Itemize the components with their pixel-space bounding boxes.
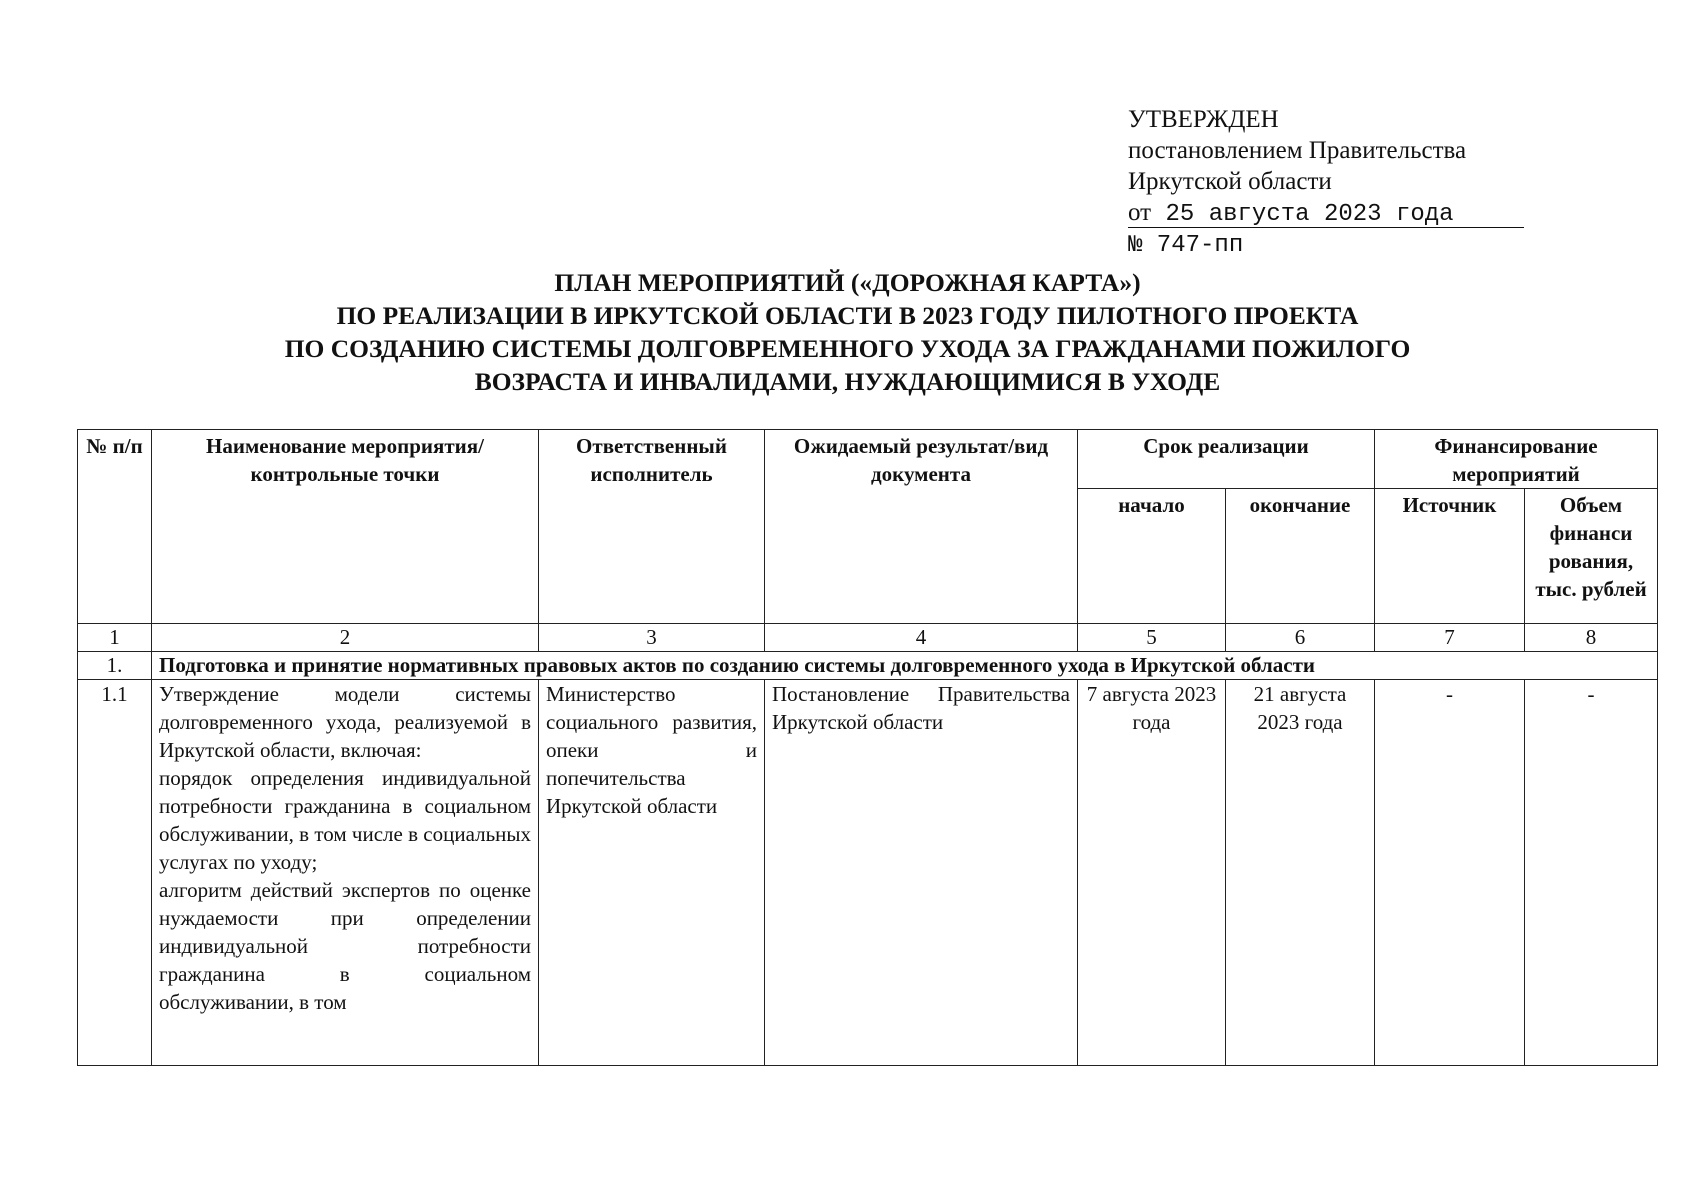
- header-period: Срок реализации: [1078, 430, 1375, 489]
- column-number: 7: [1375, 624, 1525, 652]
- header-result: Ожидаемый результат/вид документа: [765, 430, 1078, 624]
- column-number: 6: [1226, 624, 1375, 652]
- row-source: -: [1375, 680, 1525, 1066]
- row-volume: -: [1525, 680, 1658, 1066]
- section-title: Подготовка и принятие нормативных правовых актов по созданию системы долговременного ухода в Иркутской области: [152, 652, 1658, 680]
- section-row: [78, 652, 1658, 680]
- document-title: [60, 266, 1635, 398]
- row-name-paragraph: порядок определения индивидуальной потребности гражданина в социальном обслуживании, в том числе в социальных услугах по уходу;: [159, 766, 531, 874]
- row-executor: Министерство социального развития, опеки и попечительства Иркутской области: [539, 680, 765, 1066]
- column-number: 5: [1078, 624, 1226, 652]
- header-volume: Объем финанси рования, тыс. рублей: [1525, 489, 1658, 624]
- approval-date: 25 августа 2023 года: [1151, 201, 1454, 228]
- column-number: 8: [1525, 624, 1658, 652]
- row-name-paragraph: Утверждение модели системы долговременного ухода, реализуемой в Иркутской области, включая:: [159, 682, 531, 762]
- row-result: Постановление Правительства Иркутской области: [765, 680, 1078, 1066]
- row-start: 7 августа 2023 года: [1078, 680, 1226, 1066]
- header-num: № п/п: [78, 430, 152, 624]
- table-row: [78, 680, 1658, 1066]
- approval-authority: постановлением Правительства: [1128, 137, 1467, 164]
- header-executor: Ответственный исполнитель: [539, 430, 765, 624]
- row-end: 21 августа 2023 года: [1226, 680, 1375, 1066]
- header-period-end: окончание: [1226, 489, 1375, 624]
- approval-number: 747-пп: [1142, 232, 1244, 259]
- approval-heading: УТВЕРЖДЕН: [1128, 106, 1279, 133]
- row-number: 1.1: [78, 680, 152, 1066]
- approval-stamp: [1128, 104, 1524, 261]
- approval-number-prefix: №: [1128, 232, 1143, 259]
- column-numbers-row: [78, 624, 1658, 652]
- section-number: 1.: [78, 652, 152, 680]
- approval-region: Иркутской области: [1128, 168, 1332, 195]
- header-period-start: начало: [1078, 489, 1226, 624]
- header-name: Наименование мероприятия/ контрольные точки: [152, 430, 539, 624]
- row-name-paragraph: алгоритм действий экспертов по оценке нуждаемости при определении индивидуальной потребности гражданина в социальном обслуживании, в том: [159, 878, 531, 1014]
- header-financing: Финансирование мероприятий: [1375, 430, 1658, 489]
- title-line: ПО СОЗДАНИЮ СИСТЕМЫ ДОЛГОВРЕМЕННОГО УХОДА ЗА ГРАЖДАНАМИ ПОЖИЛОГО: [284, 334, 1411, 363]
- column-number: 2: [152, 624, 539, 652]
- approval-number-line: [1128, 228, 1524, 261]
- row-name: [152, 680, 539, 1066]
- column-number: 4: [765, 624, 1078, 652]
- title-line: ПЛАН МЕРОПРИЯТИЙ («ДОРОЖНАЯ КАРТА»): [554, 268, 1141, 297]
- title-line: ПО РЕАЛИЗАЦИИ В ИРКУТСКОЙ ОБЛАСТИ В 2023 ГОДУ ПИЛОТНОГО ПРОЕКТА: [336, 301, 1359, 330]
- header-row: [78, 430, 1658, 489]
- column-number: 3: [539, 624, 765, 652]
- roadmap-table: [77, 429, 1658, 1066]
- approval-date-prefix: от: [1128, 199, 1152, 226]
- column-number: 1: [78, 624, 152, 652]
- header-source: Источник: [1375, 489, 1525, 624]
- title-line: ВОЗРАСТА И ИНВАЛИДАМИ, НУЖДАЮЩИМИСЯ В УХОДЕ: [474, 367, 1221, 396]
- approval-date-line: [1128, 197, 1524, 228]
